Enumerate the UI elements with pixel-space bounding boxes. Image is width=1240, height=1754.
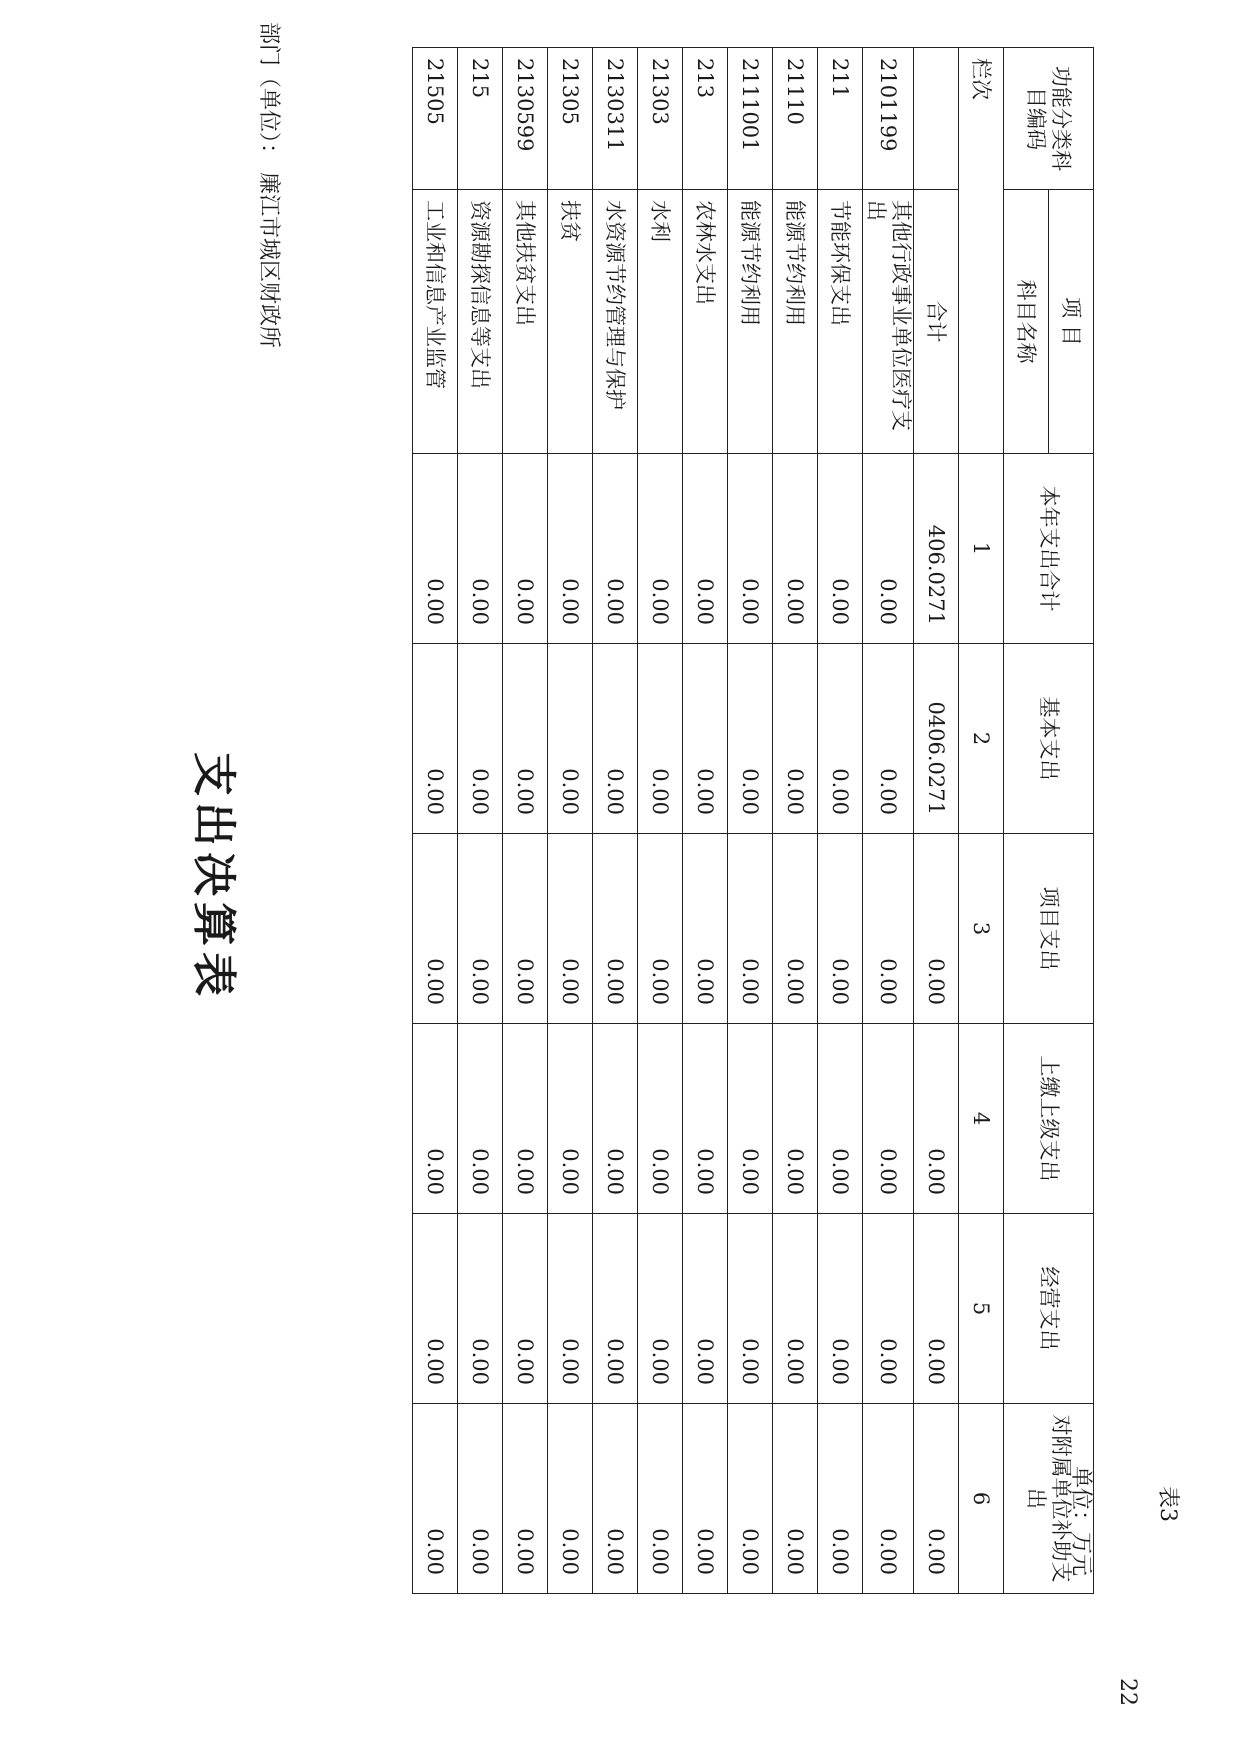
row-code: 2111001 [728,48,773,190]
row-code: 2130599 [503,48,548,190]
row-code: 21303 [638,48,683,190]
row-c2: 0.00 [728,644,773,834]
row-c5: 0.00 [773,1214,818,1404]
table-row [413,48,458,1594]
row-code: 211 [818,48,863,190]
row-c3: 0.00 [503,834,548,1024]
row-c3: 0.00 [728,834,773,1024]
table-row [683,48,728,1594]
row-c6: 0.00 [818,1404,863,1594]
row-c1: 0.00 [503,454,548,644]
column-number-label: 栏次 [959,48,1004,454]
row-c3: 0.00 [683,834,728,1024]
column-number-2: 2 [959,644,1004,834]
total-c5: 0.00 [914,1214,959,1404]
table-row [548,48,593,1594]
row-c1: 0.00 [458,454,503,644]
total-c2: 0406.0271 [914,644,959,834]
row-code: 21305 [548,48,593,190]
column-number-3: 3 [959,834,1004,1024]
row-code: 2130311 [593,48,638,190]
table-row [863,48,914,1594]
page-title: 支出决算表 [188,752,239,1002]
row-c2: 0.00 [638,644,683,834]
row-c5: 0.00 [548,1214,593,1404]
row-c5: 0.00 [593,1214,638,1404]
row-c6: 0.00 [593,1404,638,1594]
header-col6: 对附属单位补助支出 [1004,1404,1094,1594]
row-c5: 0.00 [728,1214,773,1404]
row-c5: 0.00 [503,1214,548,1404]
row-code: 21505 [413,48,458,190]
row-name: 能源节约利用 [728,190,773,454]
table-number: 表3 [1155,1486,1180,1522]
total-code [914,48,959,190]
expenditure-table [412,47,1094,1594]
table-row [773,48,818,1594]
row-c2: 0.00 [413,644,458,834]
row-c6: 0.00 [548,1404,593,1594]
row-c4: 0.00 [863,1024,914,1214]
row-c3: 0.00 [818,834,863,1024]
row-name: 资源勘探信息等支出 [458,190,503,454]
row-c4: 0.00 [728,1024,773,1214]
row-name: 扶贫 [548,190,593,454]
row-name: 能源节约利用 [773,190,818,454]
row-c2: 0.00 [458,644,503,834]
row-c3: 0.00 [458,834,503,1024]
table-row [728,48,773,1594]
row-c5: 0.00 [638,1214,683,1404]
header-col2: 基本支出 [1004,644,1094,834]
header-col4: 上缴上级支出 [1004,1024,1094,1214]
row-c1: 0.00 [818,454,863,644]
row-c6: 0.00 [683,1404,728,1594]
row-c1: 0.00 [728,454,773,644]
row-c3: 0.00 [548,834,593,1024]
header-row [1049,48,1094,1594]
row-c4: 0.00 [638,1024,683,1214]
header-code: 功能分类科目编码 [1004,48,1094,190]
column-number-5: 5 [959,1214,1004,1404]
row-c1: 0.00 [548,454,593,644]
column-number-4: 4 [959,1024,1004,1214]
row-c6: 0.00 [638,1404,683,1594]
table-row [458,48,503,1594]
column-number-6: 6 [959,1404,1004,1594]
row-c3: 0.00 [863,834,914,1024]
column-number-1: 1 [959,454,1004,644]
row-c6: 0.00 [863,1404,914,1594]
row-c4: 0.00 [773,1024,818,1214]
header-col3: 项目支出 [1004,834,1094,1024]
row-name: 工业和信息产业监管 [413,190,458,454]
row-name: 其他行政事业单位医疗支出 [863,190,914,454]
total-c6: 0.00 [914,1404,959,1594]
row-c4: 0.00 [503,1024,548,1214]
table-row [818,48,863,1594]
header-col5: 经营支出 [1004,1214,1094,1404]
row-c3: 0.00 [638,834,683,1024]
row-c1: 0.00 [863,454,914,644]
row-c3: 0.00 [773,834,818,1024]
row-name: 水资源节约管理与保护 [593,190,638,454]
row-c6: 0.00 [773,1404,818,1594]
row-c4: 0.00 [413,1024,458,1214]
table-row [638,48,683,1594]
row-c2: 0.00 [818,644,863,834]
table-row [593,48,638,1594]
column-number-row [959,48,1004,1594]
row-c1: 0.00 [683,454,728,644]
row-name: 节能环保支出 [818,190,863,454]
row-c2: 0.00 [683,644,728,834]
row-c2: 0.00 [863,644,914,834]
row-c1: 0.00 [773,454,818,644]
row-code: 213 [683,48,728,190]
header-item: 项 目 [1049,190,1094,454]
row-c4: 0.00 [458,1024,503,1214]
row-c4: 0.00 [548,1024,593,1214]
row-c2: 0.00 [548,644,593,834]
row-c5: 0.00 [683,1214,728,1404]
total-c1: 406.0271 [914,454,959,644]
row-c3: 0.00 [413,834,458,1024]
row-code: 215 [458,48,503,190]
row-c6: 0.00 [413,1404,458,1594]
row-c6: 0.00 [458,1404,503,1594]
total-label: 合计 [914,190,959,454]
row-name: 农林水支出 [683,190,728,454]
row-c4: 0.00 [683,1024,728,1214]
row-c2: 0.00 [773,644,818,834]
row-c1: 0.00 [638,454,683,644]
row-c6: 0.00 [728,1404,773,1594]
row-name: 水利 [638,190,683,454]
row-c3: 0.00 [593,834,638,1024]
table-row [503,48,548,1594]
total-c4: 0.00 [914,1024,959,1214]
row-c6: 0.00 [503,1404,548,1594]
row-c5: 0.00 [818,1214,863,1404]
unit-label: 单位：万元 [1068,1466,1093,1577]
header-name: 科目名称 [1004,190,1049,454]
department-label: 部门（单位）： 廉江市城区财政所 [256,22,281,348]
row-c2: 0.00 [503,644,548,834]
row-c4: 0.00 [593,1024,638,1214]
row-code: 21110 [773,48,818,190]
total-row [914,48,959,1594]
page-number: 22 [1115,1678,1140,1706]
row-c5: 0.00 [413,1214,458,1404]
row-name: 其他扶贫支出 [503,190,548,454]
row-c5: 0.00 [863,1214,914,1404]
header-col1: 本年支出合计 [1004,454,1094,644]
row-c1: 0.00 [413,454,458,644]
row-c4: 0.00 [818,1024,863,1214]
total-c3: 0.00 [914,834,959,1024]
row-c5: 0.00 [458,1214,503,1404]
row-c1: 0.00 [593,454,638,644]
row-code: 2101199 [863,48,914,190]
row-c2: 0.00 [593,644,638,834]
